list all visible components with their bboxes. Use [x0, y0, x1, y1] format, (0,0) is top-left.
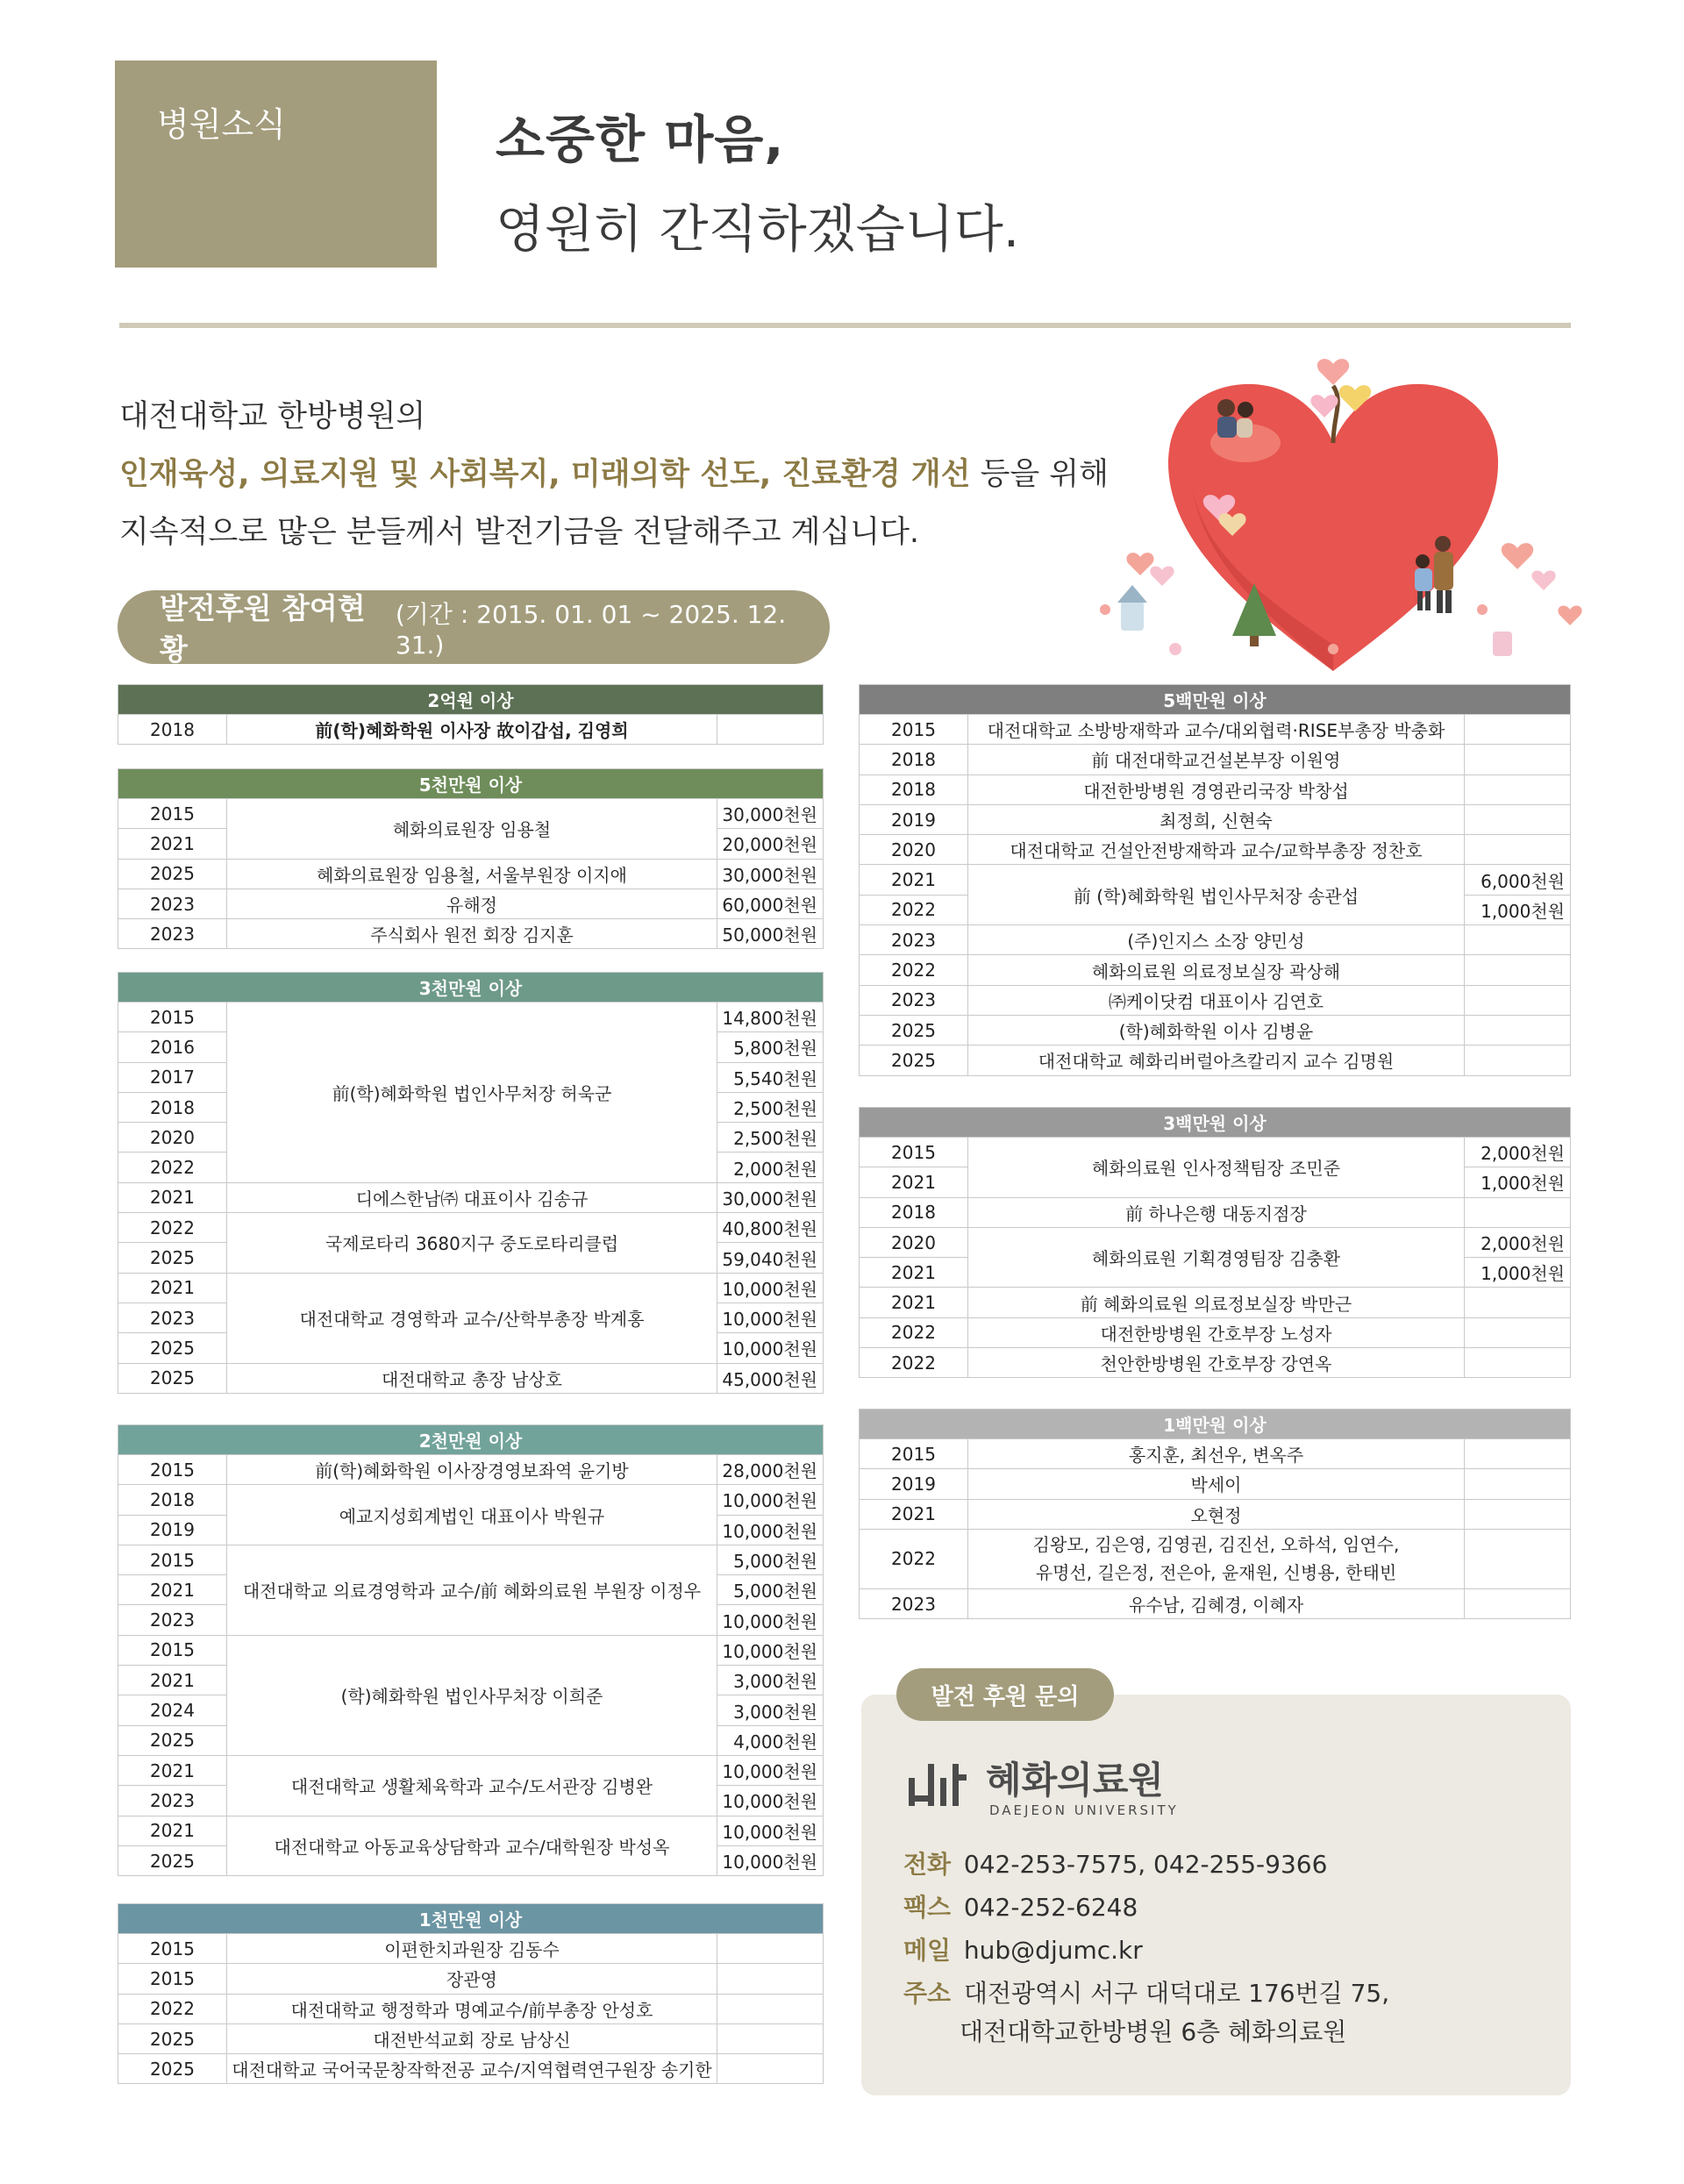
mail-label: 메일 — [903, 1936, 952, 1965]
intro-line3: 지속적으로 많은 분들께서 발전기금을 전달해주고 계십니다. — [119, 515, 920, 550]
donor-cell: 대전대학교 생활체육학과 교수/도서관장 김병완 — [227, 1755, 717, 1816]
amount-cell: 3,000천원 — [717, 1666, 823, 1695]
amount-cell — [1464, 1469, 1570, 1499]
logo-subtitle: DAEJEON UNIVERSITY — [989, 1802, 1179, 1818]
address-line1: 대전광역시 서구 대덕대로 176번길 75, — [963, 1979, 1390, 2008]
table-row — [860, 1015, 1571, 1045]
amount-cell: 4,000천원 — [717, 1725, 823, 1755]
donor-cell: 최정희, 신현숙 — [968, 804, 1465, 834]
contact-fax — [903, 1888, 1138, 1923]
donor-cell: 천안한방병원 간호부장 강연옥 — [968, 1348, 1465, 1378]
table-row — [118, 715, 824, 745]
logo-name: 혜화의료원 — [986, 1759, 1164, 1802]
amount-cell — [1464, 925, 1570, 955]
table-row — [118, 1994, 824, 2023]
year-cell: 2019 — [860, 804, 968, 834]
year-cell: 2025 — [860, 1015, 968, 1045]
contact-phone — [903, 1845, 1327, 1881]
donor-cell: 대전대학교 행정학과 명예교수/前부총장 안성호 — [227, 1994, 717, 2023]
amount-cell: 5,000천원 — [717, 1545, 823, 1574]
amount-cell: 40,800천원 — [717, 1213, 823, 1243]
year-cell: 2021 — [118, 829, 227, 859]
amount-cell: 2,500천원 — [717, 1092, 823, 1122]
donor-cell: 대전대학교 경영학과 교수/산학부총장 박계홍 — [227, 1273, 717, 1363]
amount-cell: 30,000천원 — [717, 799, 823, 829]
year-cell: 2015 — [118, 1003, 227, 1032]
amount-cell: 6,000천원 — [1464, 865, 1570, 895]
donor-cell: 이편한치과원장 김동수 — [227, 1934, 717, 1964]
year-cell: 2022 — [860, 1317, 968, 1347]
table-heading: 1천만원 이상 — [118, 1904, 824, 1934]
year-cell: 2021 — [860, 1167, 968, 1197]
year-cell: 2018 — [118, 1092, 227, 1122]
table-200m — [118, 684, 824, 745]
donor-cell: 前 혜화의료원 의료정보실장 박만근 — [968, 1288, 1465, 1317]
amount-cell: 59,040천원 — [717, 1243, 823, 1273]
amount-cell — [717, 1994, 823, 2023]
amount-cell — [717, 715, 823, 745]
inquiry-title: 발전 후원 문의 — [896, 1668, 1114, 1721]
table-row — [118, 2023, 824, 2053]
mail-link[interactable]: hub@djumc.kr — [963, 1936, 1143, 1965]
donor-cell: 혜화의료원 기획경영팀장 김충환 — [968, 1227, 1465, 1288]
amount-cell: 14,800천원 — [717, 1003, 823, 1032]
table-row — [118, 1182, 824, 1212]
amount-cell: 45,000천원 — [717, 1363, 823, 1393]
table-heading: 3백만원 이상 — [860, 1108, 1571, 1138]
year-cell: 2021 — [118, 1273, 227, 1303]
amount-cell: 10,000천원 — [717, 1303, 823, 1332]
donor-cell: 前 대전대학교건설본부장 이원영 — [968, 745, 1465, 774]
table-row — [860, 985, 1571, 1015]
donor-cell: (주)인지스 소장 양민성 — [968, 925, 1465, 955]
donor-cell: 대전한방병원 간호부장 노성자 — [968, 1317, 1465, 1347]
table-row — [118, 1003, 824, 1032]
year-cell: 2015 — [118, 1545, 227, 1574]
donor-cell: 대전대학교 혜화리버럴아츠칼리지 교수 김명원 — [968, 1046, 1465, 1075]
year-cell: 2015 — [118, 1964, 227, 1994]
donor-cell: 유수남, 김혜경, 이혜자 — [968, 1588, 1465, 1618]
amount-cell — [1464, 1015, 1570, 1045]
year-cell: 2018 — [118, 1485, 227, 1515]
year-cell: 2022 — [118, 1213, 227, 1243]
year-cell: 2023 — [118, 1303, 227, 1332]
amount-cell: 60,000천원 — [717, 889, 823, 918]
table-row — [860, 1348, 1571, 1378]
donor-cell: 디에스한남㈜ 대표이사 김송규 — [227, 1182, 717, 1212]
amount-cell: 30,000천원 — [717, 1182, 823, 1212]
divider — [119, 323, 1571, 328]
amount-cell — [1464, 1439, 1570, 1469]
year-cell: 2015 — [118, 1635, 227, 1665]
intro-line2-rest: 등을 위해 — [970, 457, 1109, 492]
address-label: 주소 — [903, 1979, 952, 2008]
donor-cell: 주식회사 원전 회장 김지훈 — [227, 919, 717, 949]
table-row — [118, 889, 824, 918]
year-cell: 2023 — [118, 889, 227, 918]
year-cell: 2020 — [118, 1123, 227, 1153]
year-cell: 2016 — [118, 1032, 227, 1062]
donor-cell — [968, 1529, 1465, 1588]
year-cell: 2021 — [860, 1288, 968, 1317]
table-row — [860, 1317, 1571, 1347]
table-3m — [859, 1107, 1571, 1378]
section-label: 병원소식 — [157, 105, 286, 144]
donor-cell: 유해정 — [227, 889, 717, 918]
year-cell: 2025 — [118, 1725, 227, 1755]
year-cell: 2018 — [860, 774, 968, 804]
year-cell: 2015 — [860, 715, 968, 745]
status-pill — [118, 590, 830, 667]
amount-cell: 30,000천원 — [717, 859, 823, 889]
year-cell: 2015 — [860, 1138, 968, 1167]
amount-cell: 28,000천원 — [717, 1455, 823, 1485]
table-row — [860, 1046, 1571, 1075]
table-10m — [118, 1903, 824, 2084]
table-row — [118, 1816, 824, 1845]
table-row — [860, 925, 1571, 955]
amount-cell — [1464, 1197, 1570, 1227]
amount-cell: 50,000천원 — [717, 919, 823, 949]
table-row — [860, 835, 1571, 865]
table-row — [860, 1227, 1571, 1257]
year-cell: 2015 — [118, 1934, 227, 1964]
table-row — [118, 1635, 824, 1665]
year-cell: 2022 — [860, 955, 968, 985]
house-decoration — [1117, 585, 1147, 631]
table-row — [118, 859, 824, 889]
amount-cell: 10,000천원 — [717, 1755, 823, 1785]
year-cell: 2025 — [860, 1046, 968, 1075]
donor-cell: 국제로타리 3680지구 중도로타리클럽 — [227, 1213, 717, 1274]
table-20m — [118, 1424, 824, 1876]
year-cell: 2015 — [860, 1439, 968, 1469]
donor-cell: 前 (학)혜화학원 법인사무처장 송관섭 — [968, 865, 1465, 925]
year-cell: 2022 — [118, 1994, 227, 2023]
amount-cell — [1464, 1317, 1570, 1347]
headline — [496, 98, 1019, 261]
year-cell: 2018 — [860, 1197, 968, 1227]
year-cell: 2019 — [860, 1469, 968, 1499]
donor-cell: 대전대학교 소방방재학과 교수/대외협력·RISE부총장 박충화 — [968, 715, 1465, 745]
headline-line2: 영원히 간직하겠습니다. — [496, 199, 1020, 259]
amount-cell — [717, 2023, 823, 2053]
year-cell: 2021 — [118, 1755, 227, 1785]
amount-cell — [1464, 715, 1570, 745]
contact-mail — [903, 1931, 1143, 1966]
table-row — [118, 1545, 824, 1574]
table-row — [860, 1439, 1571, 1469]
year-cell: 2020 — [860, 835, 968, 865]
amount-cell: 3,000천원 — [717, 1695, 823, 1725]
amount-cell: 10,000천원 — [717, 1333, 823, 1363]
amount-cell: 5,800천원 — [717, 1032, 823, 1062]
year-cell: 2025 — [118, 859, 227, 889]
donor-cell: (학)혜화학원 이사 김병윤 — [968, 1015, 1465, 1045]
amount-cell: 10,000천원 — [717, 1816, 823, 1845]
logo-mark-icon — [905, 1752, 975, 1822]
donor-cell: 혜화의료원장 임용철, 서울부원장 이지애 — [227, 859, 717, 889]
table-heading: 3천만원 이상 — [118, 973, 824, 1003]
year-cell: 2024 — [118, 1695, 227, 1725]
amount-cell — [717, 1964, 823, 1994]
amount-cell — [1464, 1529, 1570, 1588]
amount-cell — [1464, 1499, 1570, 1529]
amount-cell — [1464, 985, 1570, 1015]
amount-cell: 20,000천원 — [717, 829, 823, 859]
year-cell: 2019 — [118, 1515, 227, 1545]
table-row — [860, 955, 1571, 985]
donor-cell: 대전대학교 아동교육상담학과 교수/대학원장 박성옥 — [227, 1816, 717, 1876]
year-cell: 2015 — [118, 1455, 227, 1485]
table-row — [860, 774, 1571, 804]
donor-cell: 대전대학교 의료경영학과 교수/前 혜화의료원 부원장 이정우 — [227, 1545, 717, 1635]
year-cell: 2025 — [118, 1363, 227, 1393]
amount-cell — [1464, 1588, 1570, 1618]
year-cell: 2023 — [118, 1786, 227, 1816]
intro-line1: 대전대학교 한방병원의 — [119, 399, 426, 434]
donor-cell: 혜화의료원장 임용철 — [227, 799, 717, 860]
year-cell: 2021 — [118, 1816, 227, 1845]
amount-cell: 10,000천원 — [717, 1845, 823, 1875]
donor-cell: 前(학)혜화학원 이사장 故이갑섭, 김영희 — [227, 715, 717, 745]
table-row — [118, 1755, 824, 1785]
amount-cell: 10,000천원 — [717, 1273, 823, 1303]
logo — [905, 1752, 1256, 1822]
heart-illustration — [1070, 346, 1605, 684]
donor-cell: 前(학)혜화학원 이사장경영보좌역 윤기방 — [227, 1455, 717, 1485]
table-row — [860, 1588, 1571, 1618]
year-cell: 2022 — [860, 1348, 968, 1378]
intro-text — [119, 388, 1109, 561]
table-row — [860, 1288, 1571, 1317]
table-row — [118, 2054, 824, 2084]
year-cell: 2021 — [860, 1499, 968, 1529]
year-cell: 2021 — [118, 1575, 227, 1605]
year-cell: 2022 — [860, 1529, 968, 1588]
amount-cell — [1464, 804, 1570, 834]
amount-cell: 10,000천원 — [717, 1605, 823, 1635]
donor-cell: 前 하나은행 대동지점장 — [968, 1197, 1465, 1227]
year-cell: 2015 — [118, 799, 227, 829]
amount-cell — [717, 2054, 823, 2084]
year-cell: 2022 — [860, 895, 968, 924]
donor-cell: 홍지훈, 최선우, 변옥주 — [968, 1439, 1465, 1469]
amount-cell: 10,000천원 — [717, 1635, 823, 1665]
year-cell: 2021 — [118, 1182, 227, 1212]
amount-cell: 2,000천원 — [1464, 1227, 1570, 1257]
table-row — [860, 745, 1571, 774]
amount-cell: 5,540천원 — [717, 1062, 823, 1092]
year-cell: 2022 — [118, 1153, 227, 1182]
amount-cell: 10,000천원 — [717, 1786, 823, 1816]
year-cell: 2021 — [860, 865, 968, 895]
amount-cell — [1464, 745, 1570, 774]
status-title: 발전후원 참여현황 — [160, 591, 366, 667]
table-heading: 5백만원 이상 — [860, 685, 1571, 715]
year-cell: 2025 — [118, 1333, 227, 1363]
year-cell: 2021 — [860, 1258, 968, 1288]
section-box — [115, 61, 437, 268]
year-cell: 2023 — [118, 919, 227, 949]
table-1m — [859, 1409, 1571, 1619]
amount-cell: 1,000천원 — [1464, 895, 1570, 924]
table-row — [860, 1499, 1571, 1529]
year-cell: 2020 — [860, 1227, 968, 1257]
year-cell: 2025 — [118, 2054, 227, 2084]
table-row — [118, 919, 824, 949]
donor-cell: 혜화의료원 의료정보실장 곽상해 — [968, 955, 1465, 985]
table-row — [860, 804, 1571, 834]
year-cell: 2017 — [118, 1062, 227, 1092]
status-period: (기간 : 2015. 01. 01 ~ 2025. 12. 31.) — [395, 599, 787, 660]
table-row — [860, 865, 1571, 895]
table-heading: 5천만원 이상 — [118, 769, 824, 799]
contact-address — [903, 1974, 1389, 2009]
table-row — [118, 1273, 824, 1303]
donor-cell: 대전대학교 건설안전방재학과 교수/교학부총장 정찬호 — [968, 835, 1465, 865]
year-cell: 2023 — [860, 925, 968, 955]
year-cell: 2021 — [118, 1666, 227, 1695]
amount-cell: 2,000천원 — [1464, 1138, 1570, 1167]
amount-cell — [1464, 774, 1570, 804]
donor-cell: 대전대학교 총장 남상호 — [227, 1363, 717, 1393]
amount-cell — [717, 1934, 823, 1964]
table-row — [118, 1934, 824, 1964]
year-cell: 2018 — [860, 745, 968, 774]
year-cell: 2025 — [118, 2023, 227, 2053]
amount-cell: 5,000천원 — [717, 1575, 823, 1605]
table-row — [118, 799, 824, 829]
table-5m — [859, 684, 1571, 1076]
donor-cell: 예교지성회계법인 대표이사 박원규 — [227, 1485, 717, 1545]
year-cell: 2023 — [860, 985, 968, 1015]
table-row — [118, 1213, 824, 1243]
table-heading: 2억원 이상 — [118, 685, 824, 715]
donor-cell: 대전대학교 국어국문창작학전공 교수/지역협력연구원장 송기한 — [227, 2054, 717, 2084]
table-row — [118, 1964, 824, 1994]
amount-cell — [1464, 1046, 1570, 1075]
table-50m — [118, 768, 824, 949]
donor-cell: (학)혜화학원 법인사무처장 이희준 — [227, 1635, 717, 1755]
table-row — [118, 1455, 824, 1485]
amount-cell: 1,000천원 — [1464, 1167, 1570, 1197]
table-row — [860, 715, 1571, 745]
phone-value: 042-253-7575, 042-255-9366 — [963, 1850, 1328, 1879]
headline-line1: 소중한 마음, — [496, 110, 785, 169]
amount-cell: 10,000천원 — [717, 1515, 823, 1545]
fax-value: 042-252-6248 — [963, 1893, 1138, 1922]
donor-cell: 前(학)혜화학원 법인사무처장 허욱군 — [227, 1003, 717, 1183]
table-row — [860, 1469, 1571, 1499]
intro-line2 — [119, 446, 1109, 503]
table-heading: 2천만원 이상 — [118, 1425, 824, 1455]
table-row — [860, 1197, 1571, 1227]
table-row — [860, 1529, 1571, 1588]
donor-cell: 대전한방병원 경영관리국장 박창섭 — [968, 774, 1465, 804]
amount-cell: 10,000천원 — [717, 1485, 823, 1515]
table-heading: 1백만원 이상 — [860, 1410, 1571, 1439]
amount-cell — [1464, 1288, 1570, 1317]
amount-cell — [1464, 1348, 1570, 1378]
year-cell: 2023 — [118, 1605, 227, 1635]
donor-cell: 오현정 — [968, 1499, 1465, 1529]
amount-cell — [1464, 835, 1570, 865]
fax-label: 팩스 — [903, 1893, 952, 1922]
year-cell: 2023 — [860, 1588, 968, 1618]
table-row — [860, 1138, 1571, 1167]
contact-address-line2: 대전대학교한방병원 6층 혜화의료원 — [960, 2017, 1347, 2046]
donor-line1: 김왕모, 김은영, 김영권, 김진선, 오하석, 임연수, — [1032, 1534, 1400, 1556]
amount-cell: 1,000천원 — [1464, 1258, 1570, 1288]
donor-cell: ㈜케이닷컴 대표이사 김연호 — [968, 985, 1465, 1015]
table-row — [118, 1363, 824, 1393]
donor-cell: 혜화의료원 인사정책팀장 조민준 — [968, 1138, 1465, 1198]
amount-cell: 2,000천원 — [717, 1153, 823, 1182]
phone-label: 전화 — [903, 1850, 952, 1879]
donor-cell: 장관영 — [227, 1964, 717, 1994]
table-row — [118, 1485, 824, 1515]
donor-line2: 유명선, 길은정, 전은아, 윤재원, 신병용, 한태빈 — [1035, 1562, 1397, 1584]
donor-cell: 박세이 — [968, 1469, 1465, 1499]
intro-emphasis: 인재육성, 의료지원 및 사회복지, 미래의학 선도, 진료환경 개선 — [119, 457, 971, 492]
year-cell: 2025 — [118, 1845, 227, 1875]
amount-cell — [1464, 955, 1570, 985]
table-30m — [118, 972, 824, 1394]
year-cell: 2018 — [118, 715, 227, 745]
donor-cell: 대전반석교회 장로 남상신 — [227, 2023, 717, 2053]
amount-cell: 2,500천원 — [717, 1123, 823, 1153]
year-cell: 2025 — [118, 1243, 227, 1273]
